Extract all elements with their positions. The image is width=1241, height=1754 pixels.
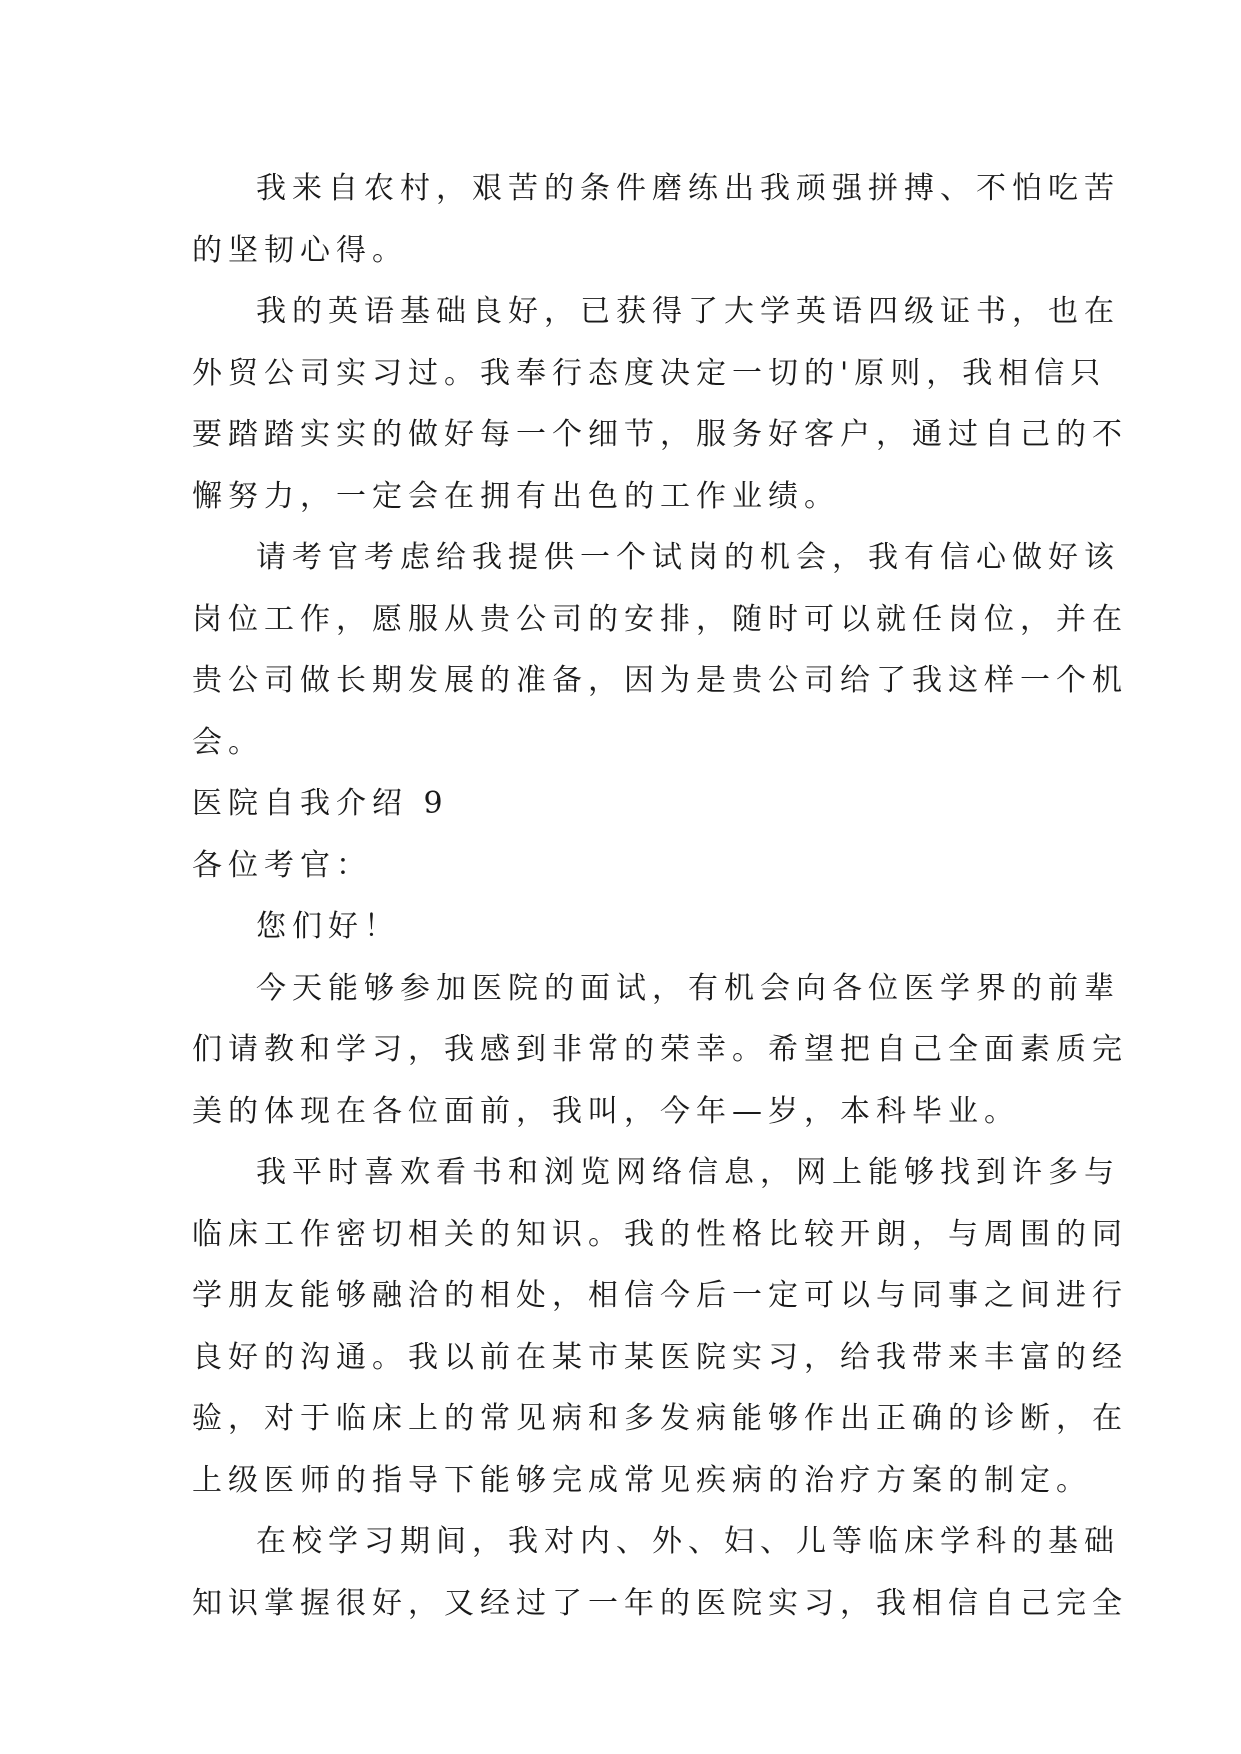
text-line: 学朋友能够融洽的相处，相信今后一定可以与同事之间进行 [192, 1278, 1128, 1313]
greeting: 您们好！ [256, 909, 400, 944]
text-line: 验，对于临床上的常见病和多发病能够作出正确的诊断，在 [192, 1401, 1128, 1436]
text-line: 贵公司做长期发展的准备，因为是贵公司给了我这样一个机 [192, 663, 1128, 698]
text-line: 在校学习期间，我对内、外、妇、儿等临床学科的基础 [256, 1524, 1120, 1559]
text-line: 知识掌握很好，又经过了一年的医院实习，我相信自己完全 [192, 1585, 1128, 1621]
text-line: 美的体现在各位面前，我叫，今年—岁，本科毕业。 [192, 1093, 1020, 1129]
text-line: 们请教和学习，我感到非常的荣幸。希望把自己全面素质完 [192, 1032, 1128, 1067]
salutation: 各位考官： [192, 847, 372, 883]
text-line: 岗位工作，愿服从贵公司的安排，随时可以就任岗位，并在 [192, 601, 1128, 637]
text-line: 良好的沟通。我以前在某市某医院实习，给我带来丰富的经 [192, 1339, 1128, 1375]
text-line: 外贸公司实习过。我奉行态度决定一切的'原则，我相信只 [192, 355, 1107, 391]
text-line: 我平时喜欢看书和浏览网络信息，网上能够找到许多与 [256, 1155, 1120, 1190]
text-line: 懈努力，一定会在拥有出色的工作业绩。 [192, 478, 840, 514]
text-line: 我的英语基础良好，已获得了大学英语四级证书，也在 [256, 294, 1120, 329]
text-line: 要踏踏实实的做好每一个细节，服务好客户，通过自己的不 [192, 417, 1128, 452]
document-body [192, 158, 1128, 1634]
text-line: 上级医师的指导下能够完成常见疾病的治疗方案的制定。 [192, 1462, 1092, 1498]
text-line: 会。 [192, 724, 264, 760]
text-line: 请考官考虑给我提供一个试岗的机会，我有信心做好该 [256, 540, 1120, 575]
text-line: 我来自农村，艰苦的条件磨练出我顽强拼搏、不怕吃苦 [256, 171, 1120, 206]
text-line: 今天能够参加医院的面试，有机会向各位医学界的前辈 [256, 970, 1120, 1006]
section-heading: 医院自我介绍 9 [192, 786, 449, 821]
text-line: 临床工作密切相关的知识。我的性格比较开朗，与周围的同 [192, 1216, 1128, 1252]
text-line: 的坚韧心得。 [192, 232, 408, 268]
